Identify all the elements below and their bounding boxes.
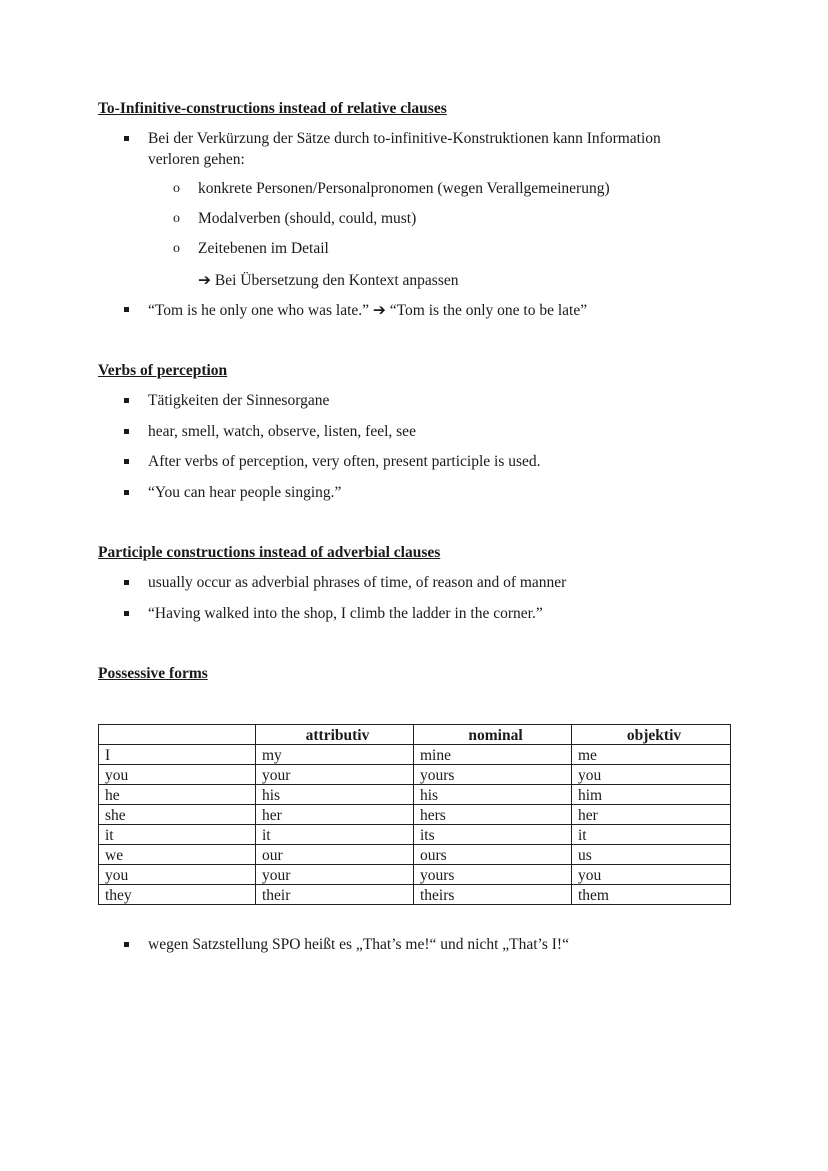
bullet-square: [124, 429, 129, 434]
table-cell: ours: [414, 845, 572, 865]
sub-item: Zeitebenen im Detail: [198, 240, 329, 257]
section-heading-to-infinitive: To-Infinitive-constructions instead of relative clauses: [98, 100, 447, 117]
table-header-cell: nominal: [414, 725, 572, 745]
table-row: [99, 845, 731, 865]
table-row: [99, 805, 731, 825]
table-cell: yours: [414, 765, 572, 785]
table-cell: you: [99, 765, 256, 785]
sub-bullet-circle: o: [173, 241, 180, 256]
table-row: [99, 885, 731, 905]
bullet-square: [124, 136, 129, 141]
bullet-square: [124, 398, 129, 403]
bullet-text: After verbs of perception, very often, present participle is used.: [148, 453, 541, 470]
table-cell: my: [256, 745, 414, 765]
table-cell: our: [256, 845, 414, 865]
bullet-square: [124, 611, 129, 616]
table-cell: us: [572, 845, 731, 865]
bullet-text: hear, smell, watch, observe, listen, feel, see: [148, 423, 416, 440]
table-cell: her: [572, 805, 731, 825]
table-row: [99, 825, 731, 845]
table-cell: theirs: [414, 885, 572, 905]
table-cell: you: [99, 865, 256, 885]
table-header-row: [99, 725, 731, 745]
bullet-text: “Tom is he only one who was late.” ➔ “Tom is the only one to be late”: [148, 302, 588, 319]
arrow-note: ➔ Bei Übersetzung den Kontext anpassen: [198, 272, 459, 289]
table-cell: it: [572, 825, 731, 845]
table-cell: it: [99, 825, 256, 845]
sub-bullet-circle: o: [173, 181, 180, 196]
table-cell: him: [572, 785, 731, 805]
bullet-text-continued: verloren gehen:: [148, 151, 245, 168]
bullet-square: [124, 307, 129, 312]
section-heading-verbs-of-perception: Verbs of perception: [98, 362, 228, 379]
table-header-cell: attributiv: [256, 725, 414, 745]
table-cell: I: [99, 745, 256, 765]
bullet-text: “You can hear people singing.”: [148, 484, 342, 501]
bullet-square: [124, 490, 129, 495]
table-cell: its: [414, 825, 572, 845]
table-cell: your: [256, 865, 414, 885]
bullet-text: wegen Satzstellung SPO heißt es „That’s me!“ und nicht „That’s I!“: [148, 936, 569, 953]
table-header-cell: objektiv: [572, 725, 731, 745]
table-cell: hers: [414, 805, 572, 825]
table-cell: you: [572, 765, 731, 785]
table-cell: your: [256, 765, 414, 785]
sub-item: konkrete Personen/Personalpronomen (wegen Verallgemeinerung): [198, 180, 610, 197]
bullet-text: Bei der Verkürzung der Sätze durch to-infinitive-Konstruktionen kann Information: [148, 130, 661, 147]
section-heading-possessive-forms: Possessive forms: [98, 665, 208, 682]
table-cell: yours: [414, 865, 572, 885]
bullet-square: [124, 580, 129, 585]
sub-bullet-circle: o: [173, 211, 180, 226]
table-cell: you: [572, 865, 731, 885]
bullet-square: [124, 459, 129, 464]
table-cell: their: [256, 885, 414, 905]
possessive-forms-table: [98, 724, 731, 905]
bullet-text: Tätigkeiten der Sinnesorgane: [148, 392, 330, 409]
table-cell: mine: [414, 745, 572, 765]
bullet-square: [124, 942, 129, 947]
table-row: [99, 865, 731, 885]
table-cell: he: [99, 785, 256, 805]
table-cell: her: [256, 805, 414, 825]
table-cell: his: [256, 785, 414, 805]
table-header-cell: [99, 725, 256, 745]
table-row: [99, 745, 731, 765]
table-row: [99, 765, 731, 785]
table-cell: his: [414, 785, 572, 805]
bullet-text: “Having walked into the shop, I climb the ladder in the corner.”: [148, 605, 543, 622]
table-cell: we: [99, 845, 256, 865]
bullet-text: usually occur as adverbial phrases of time, of reason and of manner: [148, 574, 567, 591]
section-heading-participle-constructions: Participle constructions instead of adverbial clauses: [98, 544, 441, 561]
table-cell: she: [99, 805, 256, 825]
table-cell: me: [572, 745, 731, 765]
table-cell: it: [256, 825, 414, 845]
table-cell: them: [572, 885, 731, 905]
table-row: [99, 785, 731, 805]
table-cell: they: [99, 885, 256, 905]
sub-item: Modalverben (should, could, must): [198, 210, 417, 227]
